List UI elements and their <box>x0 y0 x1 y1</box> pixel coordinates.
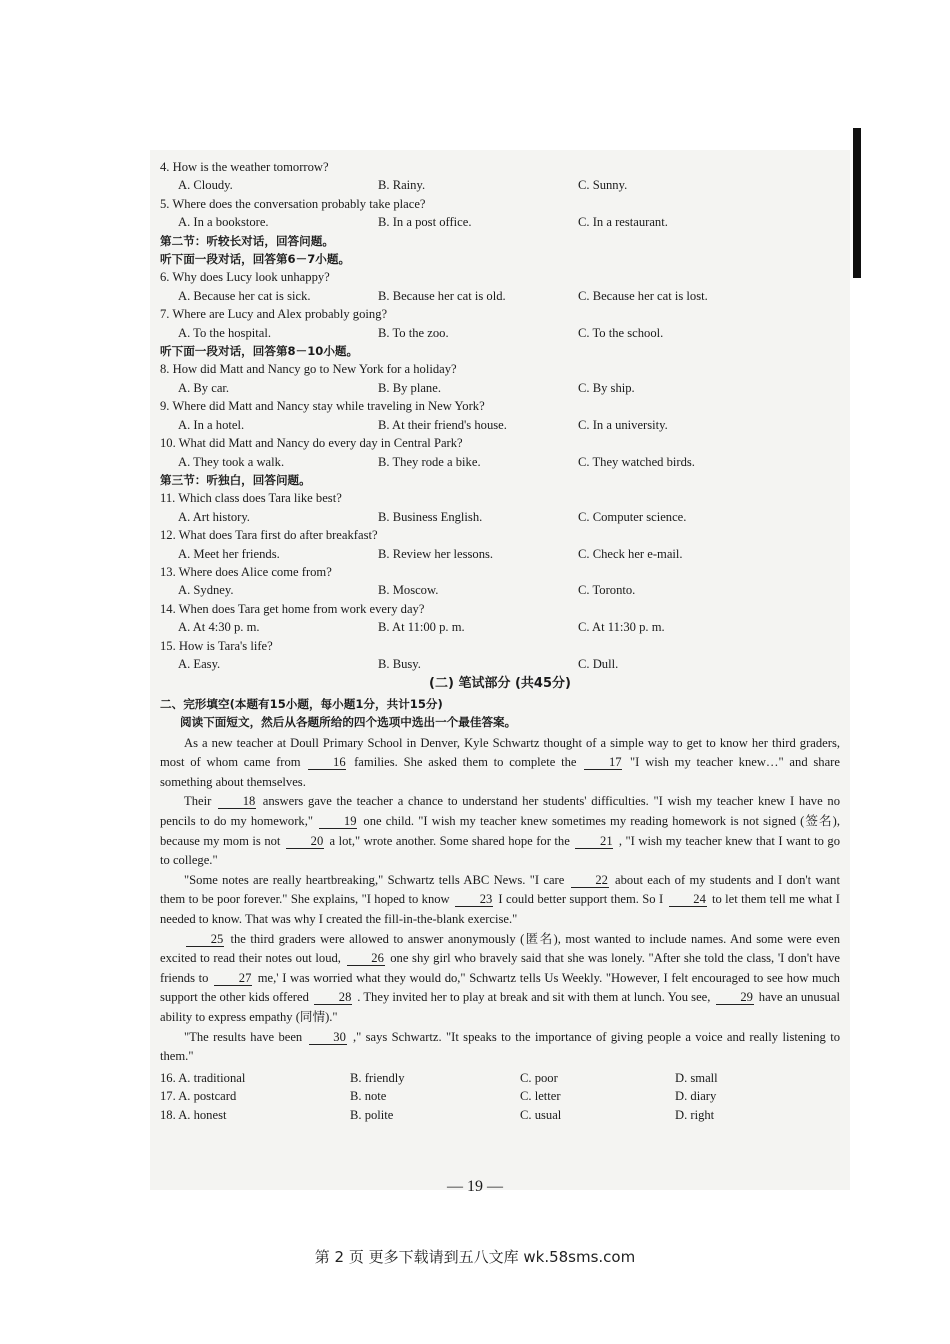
option-a: A. They took a walk. <box>178 454 285 469</box>
option-b: B. To the zoo. <box>378 325 449 340</box>
question-12 <box>160 526 840 563</box>
blank-20: 20 <box>286 834 324 849</box>
option-c: C. Check her e-mail. <box>578 546 683 561</box>
question-stem: 12. What does Tara first do after breakfast? <box>160 528 378 543</box>
question-stem: 6. Why does Lucy look unhappy? <box>160 270 330 285</box>
option-a: 18. A. honest <box>160 1107 227 1122</box>
option-b: B. Busy. <box>378 656 421 671</box>
text: families. She asked them to complete the <box>354 755 577 770</box>
text: As a new teacher at Doull Primary School in Denver, Kyle Schwartz thought of a simple way to get to know her third graders, most of whom came from <box>160 735 840 770</box>
scan-edge-mark <box>853 128 861 278</box>
option-b: B. Moscow. <box>378 583 439 598</box>
option-b: B. At 11:00 p. m. <box>378 620 465 635</box>
text: "Some notes are really heartbreaking," Schwartz tells ABC News. "I care <box>184 872 565 887</box>
blank-30: 30 <box>309 1030 347 1045</box>
text: "The results have been <box>184 1029 303 1044</box>
text: a lot," wrote another. Some shared hope for the <box>329 833 570 848</box>
option-b: B. Because her cat is old. <box>378 288 506 303</box>
question-stem: 13. Where does Alice come from? <box>160 564 332 579</box>
question-stem: 7. Where are Lucy and Alex probably going? <box>160 307 388 322</box>
question-stem: 11. Which class does Tara like best? <box>160 491 342 506</box>
written-part-title: (二) 笔试部分 (共45分) <box>429 676 571 692</box>
text: about each of my students and I don't want them to be poor forever." She explains, "I hoped to know <box>160 872 840 907</box>
option-a: A. Easy. <box>178 656 221 671</box>
question-stem: 5. Where does the conversation probably take place? <box>160 196 426 211</box>
option-c: C. Dull. <box>578 656 619 671</box>
question-7 <box>160 305 840 342</box>
option-b: B. Business English. <box>378 509 483 524</box>
question-stem: 8. How did Matt and Nancy go to New York for a holiday? <box>160 362 457 377</box>
option-a: A. Sydney. <box>178 583 234 598</box>
blank-23: 23 <box>455 892 493 907</box>
option-b: B. In a post office. <box>378 215 472 230</box>
option-c: C. usual <box>520 1107 562 1122</box>
option-a: 16. A. traditional <box>160 1070 246 1085</box>
text: one child. "I wish my teacher knew sometimes my reading homework is not signed (签名), because my mom is not <box>160 813 840 848</box>
options-row-18 <box>160 1106 840 1124</box>
option-b: B. By plane. <box>378 380 441 395</box>
blank-22: 22 <box>571 873 609 888</box>
question-8 <box>160 360 840 397</box>
footer-text: 第 2 页 更多下载请到五八文库 wk.58sms.com <box>314 1248 636 1266</box>
option-a: A. Cloudy. <box>178 178 233 193</box>
question-9 <box>160 397 840 434</box>
options-row-16 <box>160 1069 840 1087</box>
option-c: C. At 11:30 p. m. <box>578 620 665 635</box>
blank-24: 24 <box>669 892 707 907</box>
paragraph-4 <box>160 930 840 1028</box>
blank-21: 21 <box>575 834 613 849</box>
option-c: C. By ship. <box>578 380 635 395</box>
question-4 <box>160 158 840 195</box>
question-stem: 10. What did Matt and Nancy do every day in Central Park? <box>160 436 463 451</box>
text: me,' I was worried what they would do," Schwartz tells Us Weekly. "However, I felt encouraged to see how much support the other kids offered <box>160 970 840 1005</box>
option-c: C. letter <box>520 1089 561 1104</box>
option-d: D. diary <box>675 1089 717 1104</box>
question-10 <box>160 434 840 471</box>
dialog-heading: 听下面一段对话，回答第6－7小题。 <box>160 252 351 267</box>
option-c: C. In a restaurant. <box>578 215 668 230</box>
option-b: B. Review her lessons. <box>378 546 494 561</box>
blank-28: 28 <box>314 990 352 1005</box>
blank-27: 27 <box>214 971 252 986</box>
option-b: B. polite <box>350 1107 394 1122</box>
blank-29: 29 <box>716 990 754 1005</box>
blank-25: 25 <box>186 932 224 947</box>
question-stem: 14. When does Tara get home from work every day? <box>160 601 425 616</box>
paragraph-3 <box>160 871 840 930</box>
options-row-17 <box>160 1087 840 1105</box>
option-a: A. By car. <box>178 380 230 395</box>
question-stem: 9. Where did Matt and Nancy stay while traveling in New York? <box>160 399 485 414</box>
blank-17: 17 <box>584 755 622 770</box>
option-b: B. At their friend's house. <box>378 417 507 432</box>
option-c: C. They watched birds. <box>578 454 695 469</box>
paragraph-2 <box>160 792 840 870</box>
text: ," says Schwartz. "It speaks to the importance of giving people a voice and really listening to them." <box>160 1029 840 1064</box>
cloze-passage <box>160 734 840 1067</box>
option-a: A. Meet her friends. <box>178 546 280 561</box>
option-b: B. Rainy. <box>378 178 426 193</box>
page-number: — 19 — <box>447 1178 503 1195</box>
text: "I wish my teacher knew…" and share something about themselves. <box>160 755 840 789</box>
text: I could better support them. So I <box>498 892 664 907</box>
blank-26: 26 <box>347 951 385 966</box>
option-a: A. Because her cat is sick. <box>178 288 311 303</box>
blank-19: 19 <box>319 814 357 829</box>
option-c: C. In a university. <box>578 417 668 432</box>
section-heading: 第三节：听独白，回答问题。 <box>160 472 311 487</box>
option-b: B. They rode a bike. <box>378 454 481 469</box>
question-13 <box>160 563 840 600</box>
cloze-instruction: 阅读下面短文，然后从各题所给的四个选项中选出一个最佳答案。 <box>180 715 517 730</box>
exam-content <box>160 158 840 1124</box>
paragraph-5 <box>160 1028 840 1067</box>
text: , "I wish my teacher knew that I want to go to college." <box>160 833 841 868</box>
cloze-heading: 二、完形填空(本题有15小题，每小题1分，共计15分) <box>160 696 443 711</box>
question-5 <box>160 195 840 232</box>
question-14 <box>160 600 840 637</box>
text: to let them tell me what I needed to know. That was why I created the fill-in-the-blank exercise." <box>160 892 840 926</box>
text: the third graders were allowed to answer anonymously (匿名), most wanted to include names. And some were even excited to read their notes out loud, <box>160 931 840 966</box>
option-d: D. right <box>675 1107 715 1122</box>
text: . They invited her to play at break and sit with them at lunch. You see, <box>357 990 711 1005</box>
question-stem: 4. How is the weather tomorrow? <box>160 160 329 174</box>
option-a: A. At 4:30 p. m. <box>178 620 260 635</box>
option-c: C. Toronto. <box>578 583 636 598</box>
option-a: A. Art history. <box>178 509 250 524</box>
option-a: 17. A. postcard <box>160 1089 237 1104</box>
question-6 <box>160 268 840 305</box>
text: have an unusual ability to express empathy (同情)." <box>160 990 840 1024</box>
option-a: A. In a hotel. <box>178 417 245 432</box>
option-b: B. note <box>350 1089 387 1104</box>
cloze-options <box>160 1069 840 1124</box>
text: answers gave the teacher a chance to understand her students' difficulties. "I wish my teacher knew I have no pencils to do my homework," <box>160 794 840 828</box>
question-15 <box>160 637 840 674</box>
blank-16: 16 <box>308 755 346 770</box>
option-b: B. friendly <box>350 1070 405 1085</box>
option-c: C. Computer science. <box>578 509 687 524</box>
section-heading: 第二节：听较长对话，回答问题。 <box>160 233 334 248</box>
question-11 <box>160 489 840 526</box>
option-d: D. small <box>675 1070 718 1085</box>
option-c: C. To the school. <box>578 325 664 340</box>
option-a: A. In a bookstore. <box>178 215 269 230</box>
option-c: C. Because her cat is lost. <box>578 288 708 303</box>
question-stem: 15. How is Tara's life? <box>160 638 273 653</box>
option-a: A. To the hospital. <box>178 325 271 340</box>
option-c: C. Sunny. <box>578 178 628 193</box>
text: Their <box>184 794 212 809</box>
dialog-heading: 听下面一段对话，回答第8－10小题。 <box>160 344 359 359</box>
blank-18: 18 <box>218 794 256 809</box>
paragraph-1 <box>160 734 840 793</box>
text: one shy girl who bravely said that she was lonely. "After she told the class, 'I don't have friends to <box>160 951 840 985</box>
option-c: C. poor <box>520 1070 558 1085</box>
